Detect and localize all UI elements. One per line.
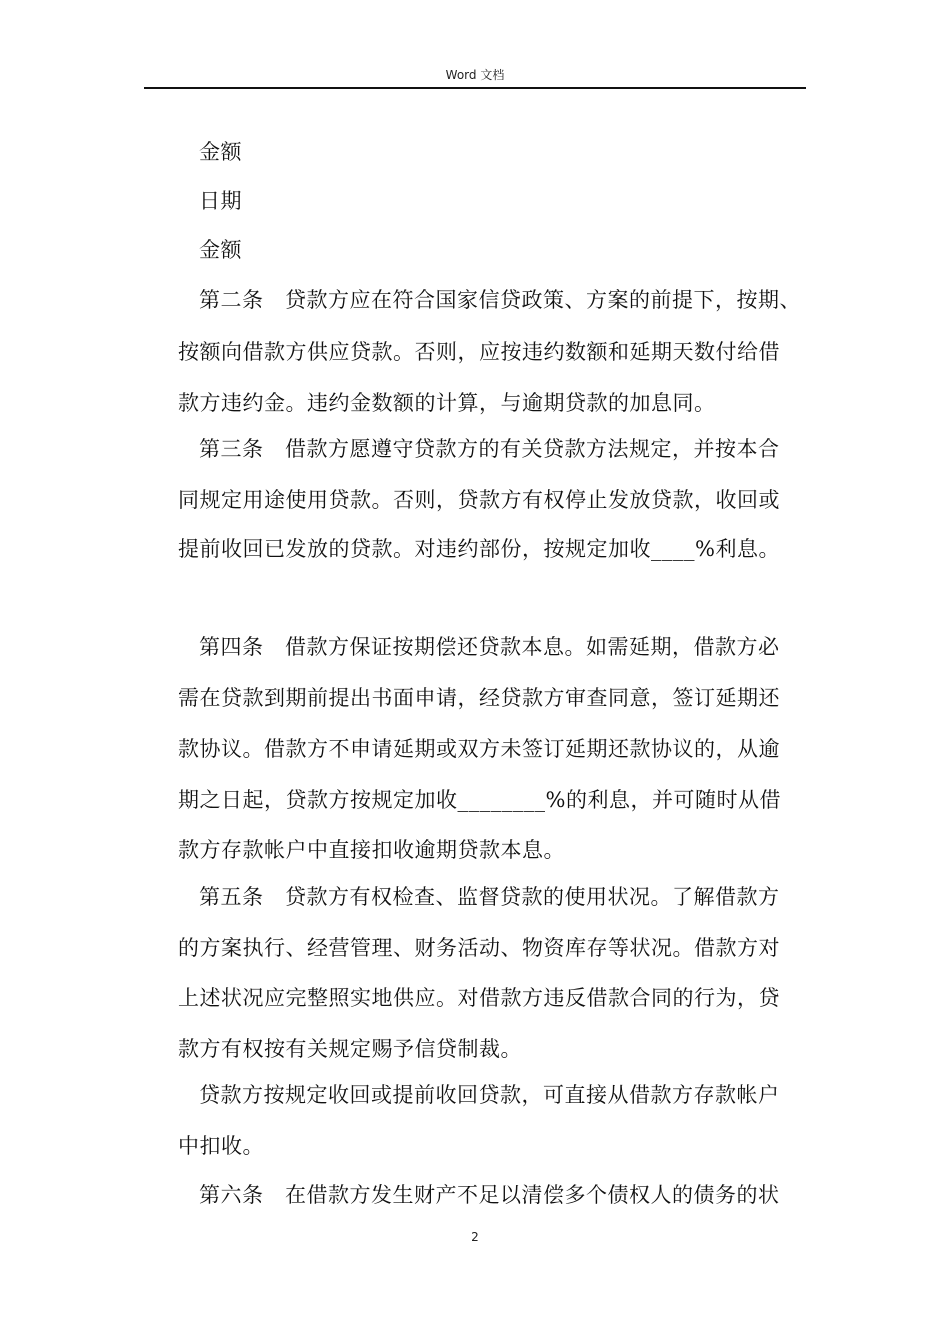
page-header: Word 文档 [445,68,505,82]
text-line: 上述状况应完整照实地供应。对借款方违反借款合同的行为，贷 [178,986,780,1010]
text-line: 贷款方按规定收回或提前收回贷款，可直接从借款方存款帐户 [199,1083,780,1107]
text-line: 提前收回已发放的贷款。对违约部份，按规定加收____%利息。 [178,537,780,561]
text-line: 中扣收。 [178,1134,264,1158]
text-line: 金额 [199,238,242,262]
text-line: 期之日起，贷款方按规定加收________%的利息，并可随时从借 [178,788,781,812]
text-line: 款协议。借款方不申请延期或双方未签订延期还款协议的，从逾 [178,737,780,761]
text-line: 按额向借款方供应贷款。否则，应按违约数额和延期天数付给借 [178,340,780,364]
text-line: 款方存款帐户中直接扣收逾期贷款本息。 [178,838,565,862]
text-line: 第六条 在借款方发生财产不足以清偿多个债权人的债务的状 [199,1183,780,1207]
text-line: 款方违约金。违约金数额的计算，与逾期贷款的加息同。 [178,391,716,415]
text-line: 款方有权按有关规定赐予信贷制裁。 [178,1037,522,1061]
text-line: 日期 [199,189,242,213]
text-line: 第三条 借款方愿遵守贷款方的有关贷款方法规定，并按本合 [199,437,780,461]
text-line: 第二条 贷款方应在符合国家信贷政策、方案的前提下，按期、 [199,288,801,312]
text-line: 的方案执行、经营管理、财务活动、物资库存等状况。借款方对 [178,936,780,960]
text-line: 金额 [199,140,242,164]
text-line: 同规定用途使用贷款。否则，贷款方有权停止发放贷款，收回或 [178,488,780,512]
text-line: 需在贷款到期前提出书面申请，经贷款方审查同意，签订延期还 [178,686,780,710]
text-line: 第四条 借款方保证按期偿还贷款本息。如需延期，借款方必 [199,635,780,659]
text-line: 第五条 贷款方有权检查、监督贷款的使用状况。了解借款方 [199,885,780,909]
page-number: 2 [471,1230,479,1244]
